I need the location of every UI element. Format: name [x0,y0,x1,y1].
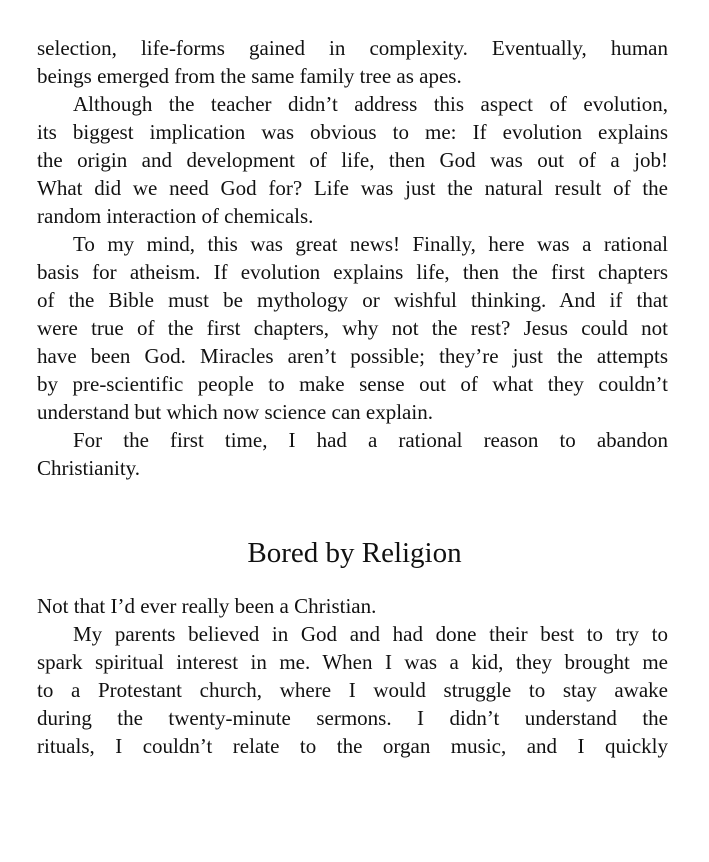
paragraph [37,90,668,230]
text-line: What did we need God for? Life was just the natural result of the [37,176,668,200]
paragraph [37,592,668,620]
section-2-body [37,592,668,760]
section-1-body [37,34,668,482]
section-heading: Bored by Religion [247,537,462,569]
text-line: For the first time, I had a rational reason to abandon [73,428,668,452]
text-line: rituals, I couldn’t relate to the organ music, and I quickly [37,734,668,758]
text-line: understand but which now science can explain. [37,400,433,424]
text-line: beings emerged from the same family tree as apes. [37,64,462,88]
text-line: spark spiritual interest in me. When I was a kid, they brought me [37,650,668,674]
paragraph [37,34,668,90]
text-line: have been God. Miracles aren’t possible; they’re just the attempts [37,344,668,368]
text-line: its biggest implication was obvious to me: If evolution explains [37,120,668,144]
text-line: Not that I’d ever really been a Christian. [37,594,377,618]
paragraph [37,426,668,482]
paragraph [37,230,668,426]
text-line: To my mind, this was great news! Finally, here was a rational [73,232,668,256]
text-line: Although the teacher didn’t address this aspect of evolution, [73,92,668,116]
text-line: by pre-scientific people to make sense out of what they couldn’t [37,372,668,396]
paragraph [37,620,668,760]
text-line: the origin and development of life, then God was out of a job! [37,148,668,172]
text-line: were true of the first chapters, why not the rest? Jesus could not [37,316,668,340]
text-line: to a Protestant church, where I would struggle to stay awake [37,678,668,702]
text-line: during the twenty-minute sermons. I didn’t understand the [37,706,668,730]
text-line: basis for atheism. If evolution explains life, then the first chapters [37,260,668,284]
text-line: My parents believed in God and had done their best to try to [73,622,668,646]
text-line: selection, life-forms gained in complexity. Eventually, human [37,36,668,60]
text-line: of the Bible must be mythology or wishful thinking. And if that [37,288,668,312]
text-line: random interaction of chemicals. [37,204,314,228]
text-line: Christianity. [37,456,141,480]
